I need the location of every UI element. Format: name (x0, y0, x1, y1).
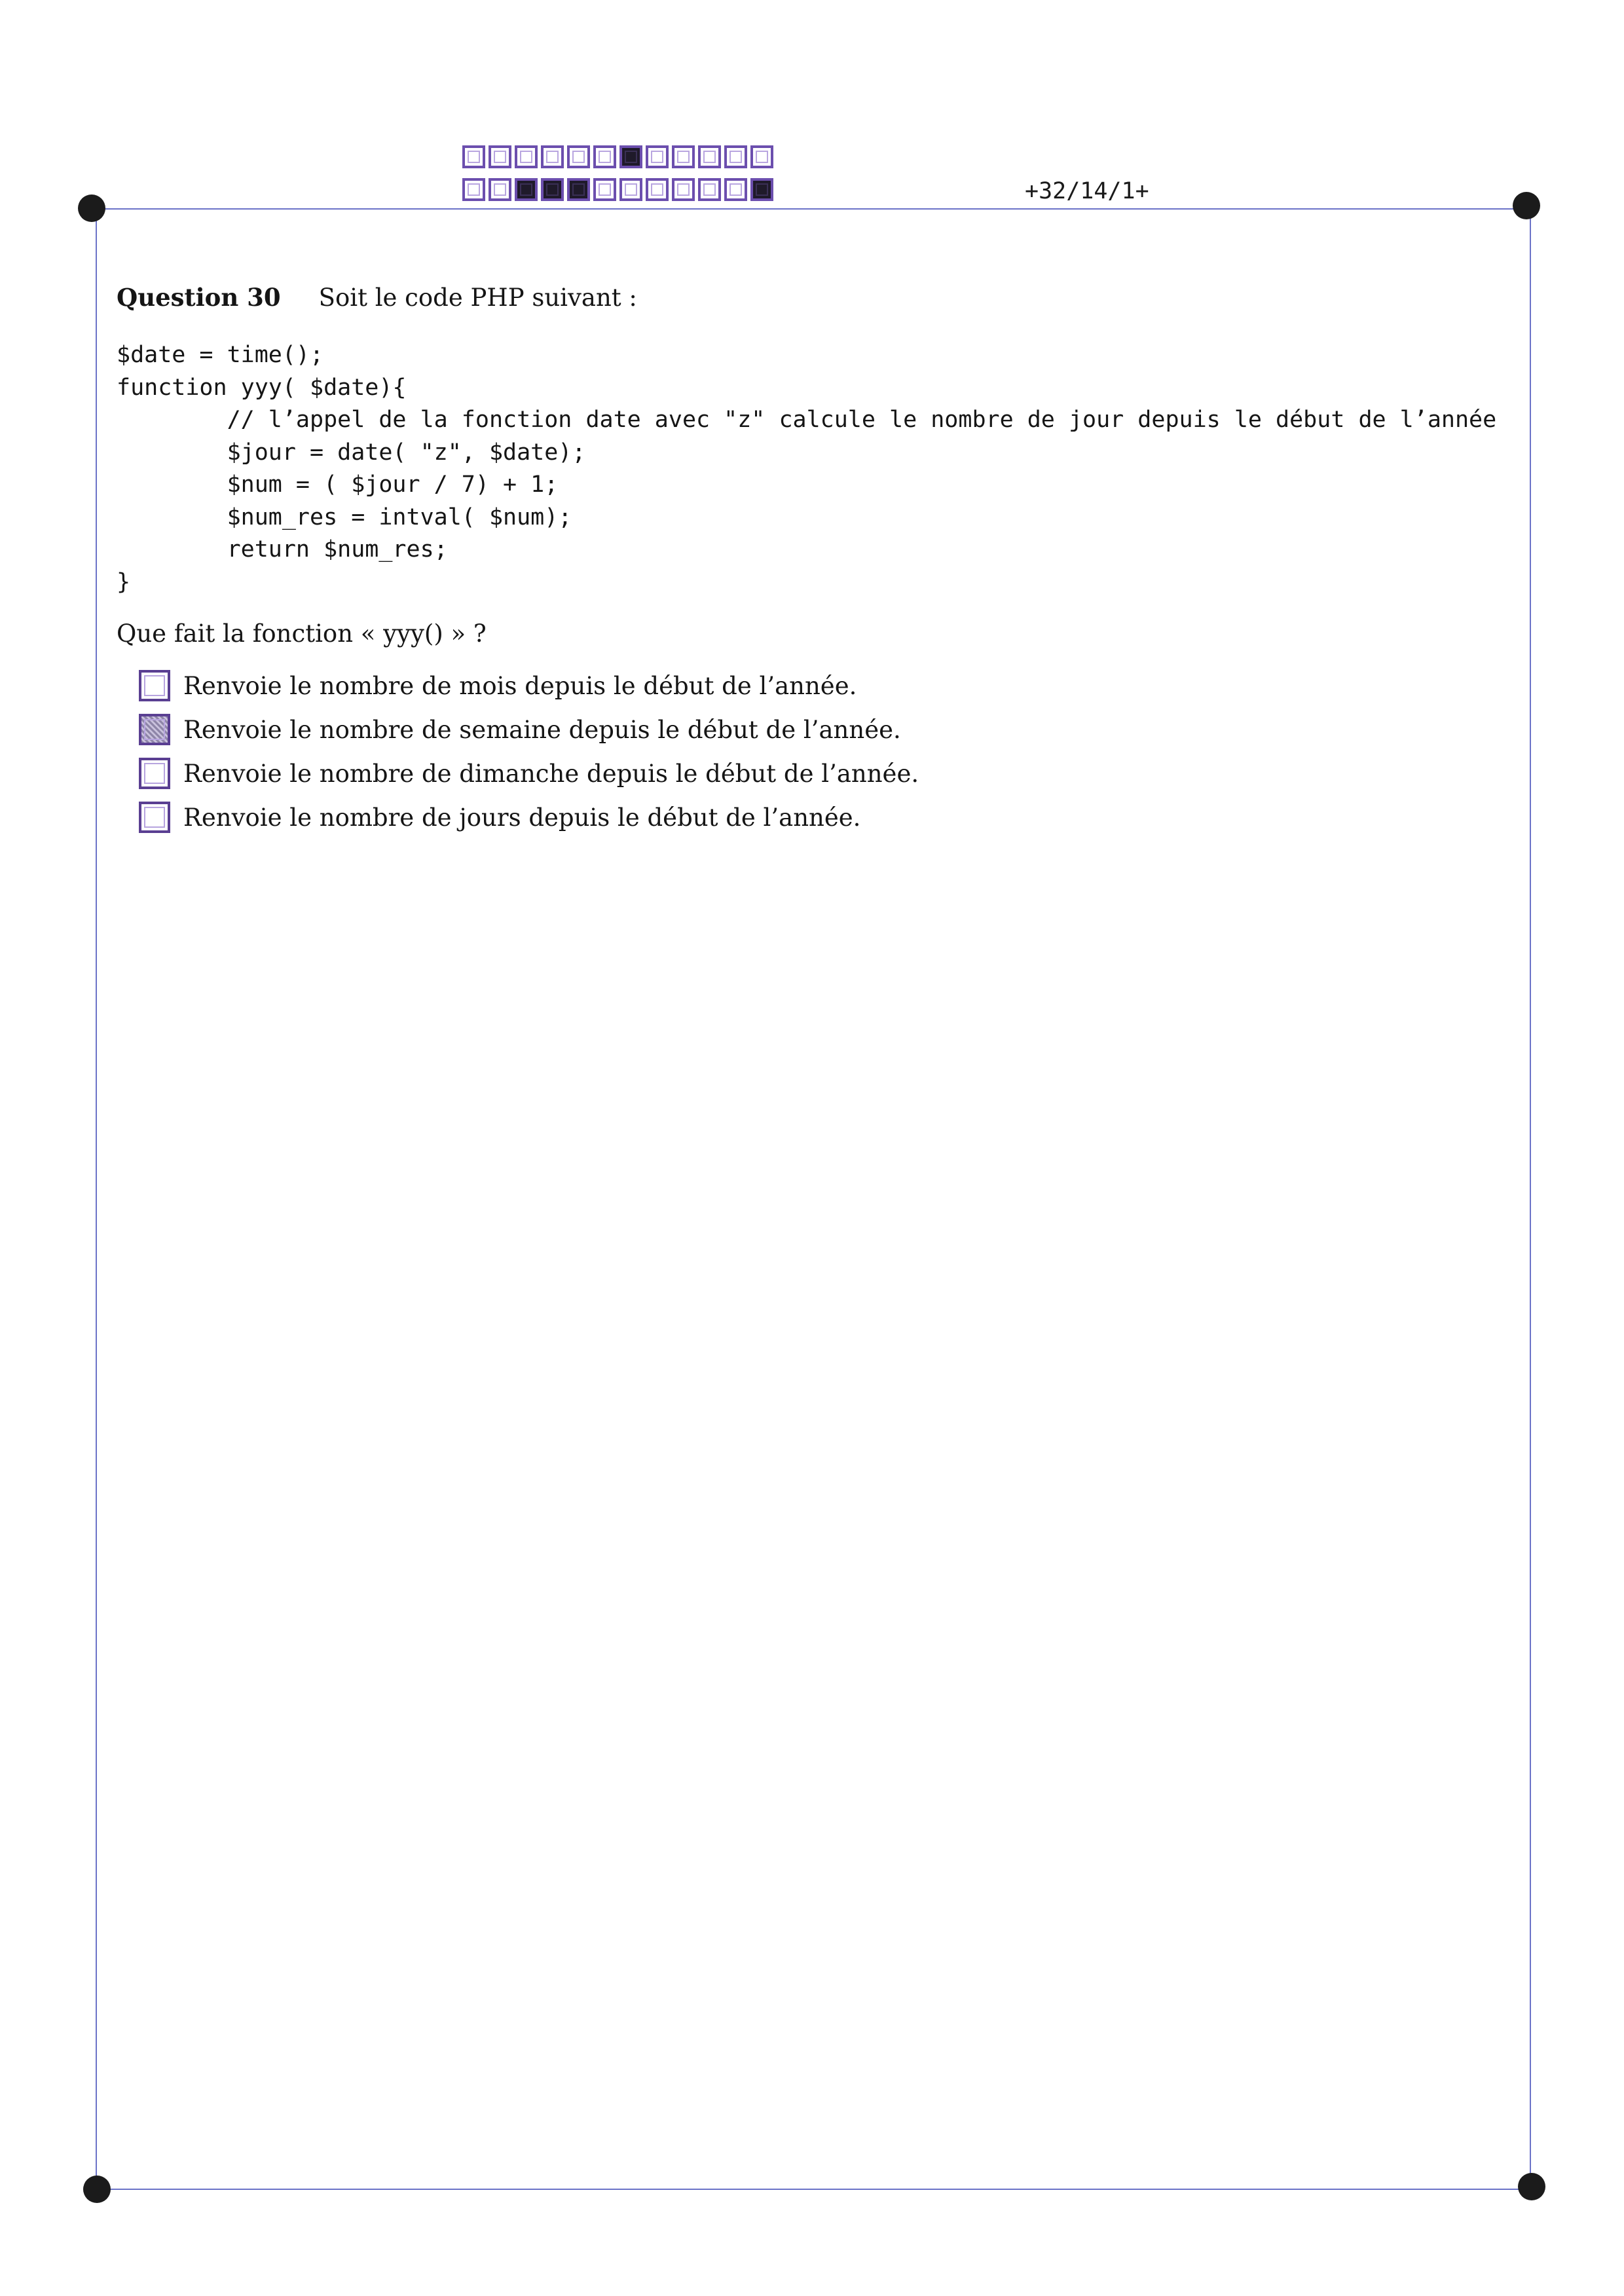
frame-left-line (96, 208, 97, 2190)
id-box-cell (724, 178, 747, 201)
answer-text: Renvoie le nombre de semaine depuis le début de l’année. (183, 715, 901, 744)
id-box-row-1 (462, 145, 777, 168)
question-number: Question 30 (117, 283, 281, 312)
corner-marker-top-left (78, 194, 105, 222)
id-box-cell (567, 178, 590, 201)
answer-option-4 (139, 802, 919, 833)
php-code-block (117, 339, 1496, 599)
answer-text: Renvoie le nombre de mois depuis le début de l’année. (183, 671, 857, 700)
id-box-cell (750, 145, 773, 168)
answer-text: Renvoie le nombre de jours depuis le début de l’année. (183, 803, 861, 832)
answer-checkbox[interactable] (139, 670, 170, 701)
answer-option-3 (139, 758, 919, 789)
id-box-cell (724, 145, 747, 168)
id-box-cell (541, 145, 564, 168)
code-line: $num = ( $jour / 7) + 1; (227, 472, 559, 498)
code-line: } (117, 568, 131, 595)
id-box-cell (698, 178, 721, 201)
answer-option-2 (139, 714, 919, 745)
answer-checkbox[interactable] (139, 714, 170, 745)
id-box-row-2 (462, 178, 777, 201)
frame-top-line (92, 208, 1527, 210)
id-box-cell (672, 178, 695, 201)
answer-list (139, 670, 919, 845)
corner-marker-bottom-left (83, 2176, 111, 2203)
question-prompt: Que fait la fonction « yyy() » ? (117, 620, 487, 648)
id-box-cell (462, 145, 485, 168)
id-box-cell (515, 178, 538, 201)
id-box-cell (698, 145, 721, 168)
id-box-cell (567, 145, 590, 168)
id-box-cell (646, 178, 669, 201)
code-line: $date = time(); (117, 342, 324, 368)
id-box-cell (462, 178, 485, 201)
id-box-cell (750, 178, 773, 201)
corner-marker-top-right (1513, 192, 1540, 219)
id-box-cell (619, 145, 642, 168)
frame-bottom-line (97, 2189, 1532, 2190)
id-box-cell (489, 178, 511, 201)
corner-marker-bottom-right (1518, 2173, 1545, 2200)
code-line: return $num_res; (227, 536, 448, 563)
code-line: $jour = date( "z", $date); (227, 439, 586, 466)
id-box-cell (593, 145, 616, 168)
code-line: // l’appel de la fonction date avec "z" calcule le nombre de jour depuis le début de l’année (227, 407, 1497, 433)
answer-checkbox[interactable] (139, 802, 170, 833)
id-box-cell (515, 145, 538, 168)
id-box-cell (672, 145, 695, 168)
answer-text: Renvoie le nombre de dimanche depuis le début de l’année. (183, 759, 919, 788)
page-code: +32/14/1+ (1025, 178, 1149, 204)
answer-option-1 (139, 670, 919, 701)
frame-right-line (1530, 208, 1531, 2190)
answer-checkbox[interactable] (139, 758, 170, 789)
id-box-cell (619, 178, 642, 201)
question-header (117, 283, 637, 312)
id-box-cell (646, 145, 669, 168)
question-intro: Soit le code PHP suivant : (318, 284, 637, 312)
id-box-cell (489, 145, 511, 168)
id-box-cell (593, 178, 616, 201)
code-line: function yyy( $date){ (117, 374, 407, 401)
id-box-cell (541, 178, 564, 201)
code-line: $num_res = intval( $num); (227, 504, 572, 530)
